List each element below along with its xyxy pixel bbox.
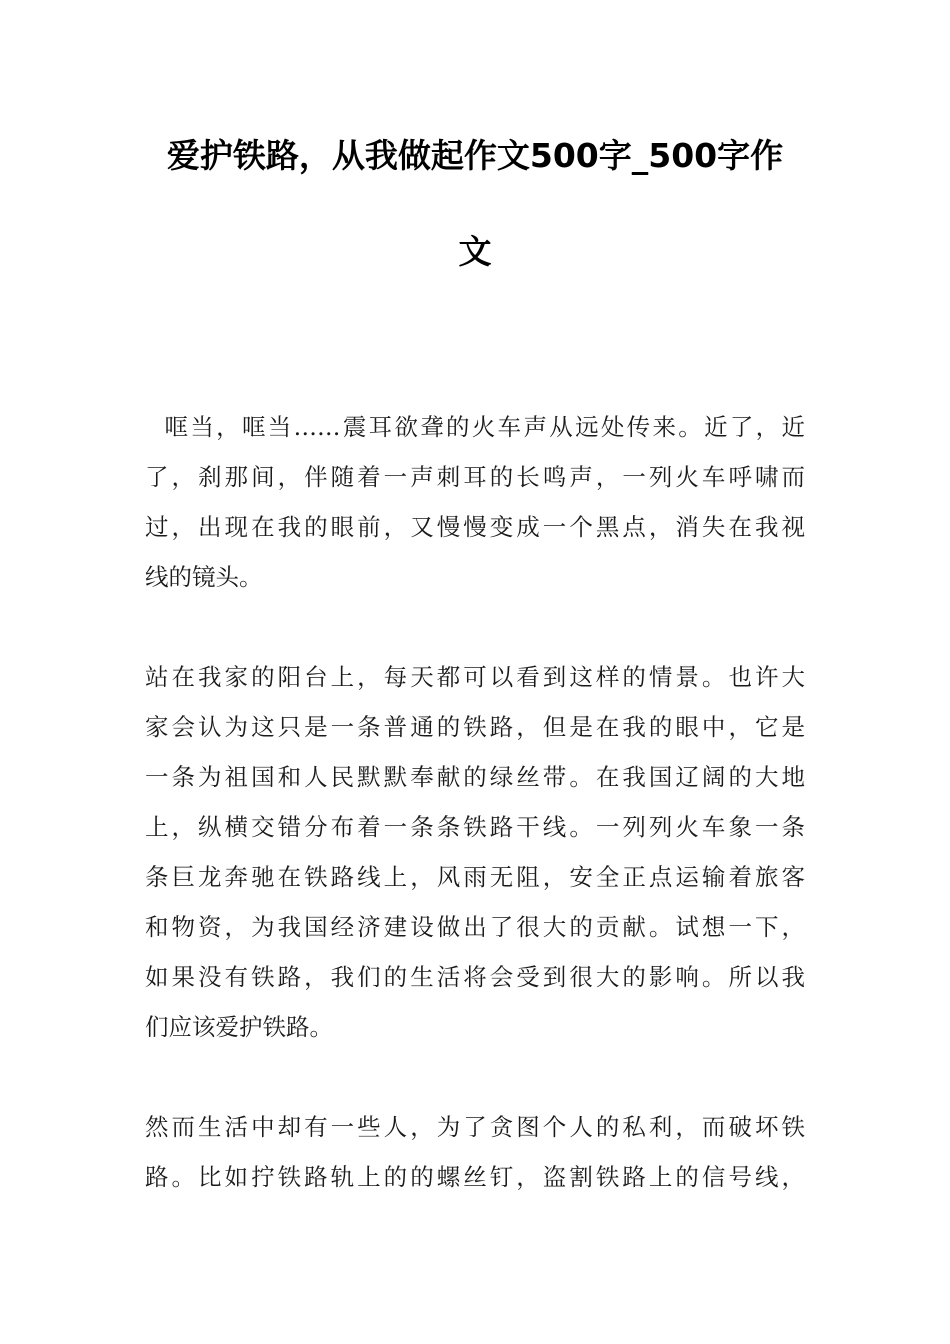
paragraph-line: 上，纵横交错分布着一条条铁路干线。一列列火车象一条 <box>145 813 805 841</box>
paragraph-line: 站在我家的阳台上，每天都可以看到这样的情景。也许大 <box>145 663 805 691</box>
document-title-line-2: 文 <box>458 232 492 271</box>
paragraph-line: 家会认为这只是一条普通的铁路，但是在我的眼中，它是 <box>145 713 805 741</box>
paragraph-line: 哐当，哐当……震耳欲聋的火车声从远处传来。近了，近 <box>145 413 805 441</box>
paragraph-1 <box>145 402 805 602</box>
paragraph-line: 线的镜头。 <box>145 563 263 591</box>
paragraph-line: 了，刹那间，伴随着一声刺耳的长鸣声，一列火车呼啸而 <box>145 463 805 491</box>
paragraph-2 <box>145 652 805 1052</box>
paragraph-line: 一条为祖国和人民默默奉献的绿丝带。在我国辽阔的大地 <box>145 763 805 791</box>
paragraph-line: 条巨龙奔驰在铁路线上，风雨无阻，安全正点运输着旅客 <box>145 863 805 891</box>
paragraph-line: 然而生活中却有一些人，为了贪图个人的私利，而破坏铁 <box>145 1113 805 1141</box>
document-title-line-1: 爱护铁路，从我做起作文500字_500字作 <box>166 136 784 175</box>
paragraph-line: 和物资，为我国经济建设做出了很大的贡献。试想一下， <box>145 913 805 941</box>
paragraph-line: 过，出现在我的眼前，又慢慢变成一个黑点，消失在我视 <box>145 513 805 541</box>
paragraph-3 <box>145 1102 805 1202</box>
paragraph-line: 如果没有铁路，我们的生活将会受到很大的影响。所以我 <box>145 963 805 991</box>
paragraph-line: 路。比如拧铁路轨上的的螺丝钉，盗割铁路上的信号线， <box>145 1163 805 1191</box>
paragraph-line: 们应该爱护铁路。 <box>145 1013 333 1041</box>
